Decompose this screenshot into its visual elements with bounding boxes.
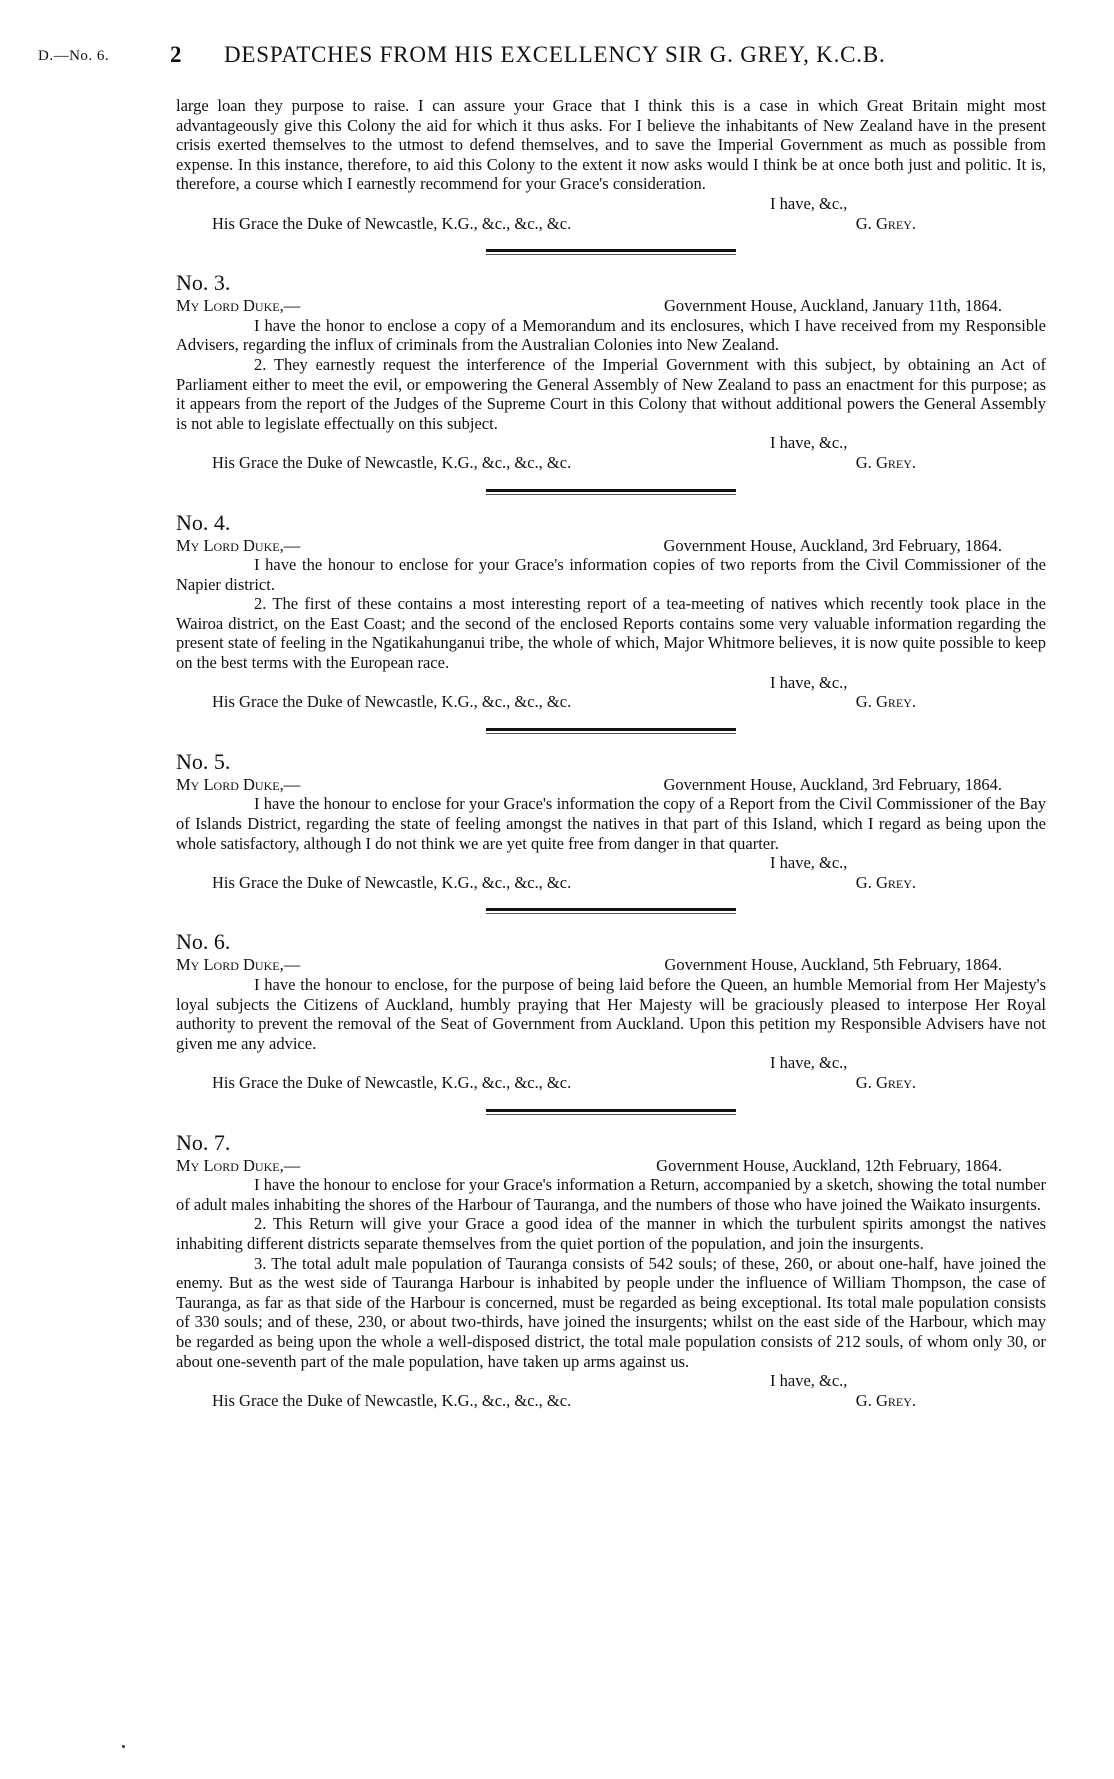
addressee: His Grace the Duke of Newcastle, K.G., &c., &c., &c. [212,872,572,892]
place-date: Government House, Auckland, 5th February, 1864. [664,955,1002,975]
despatch-paragraph: I have the honour to enclose for your Grace's information copies of two reports from the Civil Commissioner of the Napier district. [176,555,1046,594]
despatch-paragraph: I have the honor to enclose a copy of a Memorandum and its enclosures, which I have received from my Responsible Advisers, regarding the influx of criminals from the Australian Colonies into New Zealand. [176,315,1046,355]
signature: G. Grey. [855,872,916,892]
addressee: His Grace the Duke of Newcastle, K.G., &c., &c., &c. [212,1072,572,1092]
place-date: Government House, Auckland, January 11th, 1864. [663,296,1002,316]
despatch-number: No. 4. [176,509,231,535]
despatch-paragraph: I have the honour to enclose for your Grace's information the copy of a Report from the Civil Commissioner of the Bay of Islands District, regarding the state of feeling amongst the natives in that part of this Island, which I regard as being upon the whole satisfactory, although I do not think we are yet quite free from danger in that quarter. [176,794,1046,853]
document-body [176,96,1046,1410]
addressee: His Grace the Duke of Newcastle, K.G., &c., &c., &c. [212,452,572,472]
despatch-number: No. 5. [176,748,231,774]
despatch-number: No. 3. [176,270,231,296]
intro-paragraph: large loan they purpose to raise. I can assure your Grace that I think this is a case in which Great Britain might most advantageously give this Colony the aid for which it thus asks. For I believe the inhabitants of New Zealand have in the present crisis exerted themselves to the utmost to defend themselves, and to save the Imperial Government as much as possible from expense. In this instance, therefore, to aid this Colony to the extent it now asks would I think be at once both just and politic. It is, therefore, a course which I earnestly recommend for your Grace's consideration. [176,96,1046,194]
salutation: My Lord Duke,— [176,296,301,316]
despatch-section [176,489,1046,712]
place-date: Government House, Auckland, 3rd February, 1864. [663,535,1002,555]
page-header [38,42,1048,72]
salutation: My Lord Duke,— [176,955,301,975]
signoff: I have, &c., [770,433,848,453]
section-divider [486,908,736,911]
despatch-list [176,249,1046,1410]
addressee: His Grace the Duke of Newcastle, K.G., &c., &c., &c. [212,1390,572,1410]
despatch-paragraph: 3. The total adult male population of Tauranga consists of 542 souls; of these, 260, or about one-half, have joined the enemy. But as the west side of Tauranga Harbour is inhabited by people under the influence of William Thompson, the case of Tauranga, as far as that side of the Harbour is concerned, must be regarded as being exceptional. Its total male population consists of 330 souls; and of these, 230, or about two-thirds, have joined the insurgents; whilst on the east side of the Harbour, which may be regarded as being upon the whole a well-disposed district, the total male population consists of 212 souls, of whom only 30, or about one-seventh part of the male population, have taken up arms against us. [176,1253,1046,1371]
section-divider [486,1109,736,1112]
salutation-line [176,955,1046,975]
despatch-paragraph: 2. The first of these contains a most interesting report of a tea-meeting of natives which recently took place in the Wairoa district, on the East Coast; and the second of the enclosed Reports contains some very valuable information regarding the present state of feeling in the Ngatikahunganui tribe, the whole of which, Major Whitmore believes, it is now quite possible to keep on the best terms with the European race. [176,594,1046,673]
signoff: I have, &c., [770,853,848,873]
despatch-paragraph: 2. They earnestly request the interference of the Imperial Government with this subject, by obtaining an Act of Parliament either to meet the evil, or empowering the General Assembly of New Zealand to pass an enactment for this purpose; as it appears from the report of the Judges of the Supreme Court in this Colony that without additional powers the General Assembly is not able to legislate effectually on this subject. [176,354,1046,433]
despatch-paragraph: I have the honour to enclose for your Grace's information a Return, accompanied by a sketch, showing the total number of adult males inhabiting the shores of the Harbour of Tauranga, and the numbers of those who have joined the Waikato insurgents. [176,1175,1046,1214]
despatch-number: No. 7. [176,1129,231,1155]
despatch-paragraph: 2. This Return will give your Grace a good idea of the manner in which the turbulent spirits amongst the natives inhabiting different districts separate themselves from the quiet portion of the population, and join the insurgents. [176,1214,1046,1253]
despatch-section [176,908,1046,1092]
address-line [176,873,1046,893]
address-line [176,1391,1046,1411]
intro-address-line [176,214,1046,234]
intro-addressee: His Grace the Duke of Newcastle, K.G., &c., &c., &c. [212,213,572,233]
salutation: My Lord Duke,— [176,774,301,794]
salutation-line [176,296,1046,316]
signature: G. Grey. [855,692,916,712]
intro-signoff: I have, &c., [770,193,848,213]
salutation: My Lord Duke,— [176,1155,301,1175]
document-reference: D.—No. 6. [38,48,110,64]
despatch-section [176,728,1046,893]
salutation-line [176,1156,1046,1176]
salutation: My Lord Duke,— [176,535,301,555]
despatch-section [176,249,1046,472]
place-date: Government House, Auckland, 3rd February, 1864. [663,774,1002,794]
page-number: 2 [170,42,182,67]
address-line [176,1073,1046,1093]
signoff: I have, &c., [770,1053,848,1073]
despatch-paragraph: I have the honour to enclose, for the purpose of being laid before the Queen, an humble Memorial from Her Majesty's loyal subjects the Citizens of Auckland, humbly praying that Her Majesty will be graciously pleased to interpose Her Royal authority to prevent the removal of the Seat of Government from Auckland. Upon this petition my Responsible Advisers have not given me any advice. [176,975,1046,1053]
section-divider [486,489,736,492]
section-divider [486,249,736,252]
intro-signature: G. Grey. [855,213,916,233]
signature: G. Grey. [855,1390,916,1410]
address-line [176,453,1046,473]
page-mark [122,1745,125,1748]
intro-section [176,96,1046,233]
salutation-line [176,536,1046,556]
page-title: DESPATCHES FROM HIS EXCELLENCY SIR G. GREY, K.C.B. [224,42,886,67]
address-line [176,692,1046,712]
section-divider [486,728,736,731]
addressee: His Grace the Duke of Newcastle, K.G., &c., &c., &c. [212,692,572,712]
signoff: I have, &c., [770,1371,848,1391]
salutation-line [176,775,1046,795]
signature: G. Grey. [855,452,916,472]
despatch-number: No. 6. [176,929,231,955]
despatch-section [176,1109,1046,1411]
place-date: Government House, Auckland, 12th February, 1864. [656,1155,1002,1175]
signature: G. Grey. [855,1072,916,1092]
signoff: I have, &c., [770,672,848,692]
